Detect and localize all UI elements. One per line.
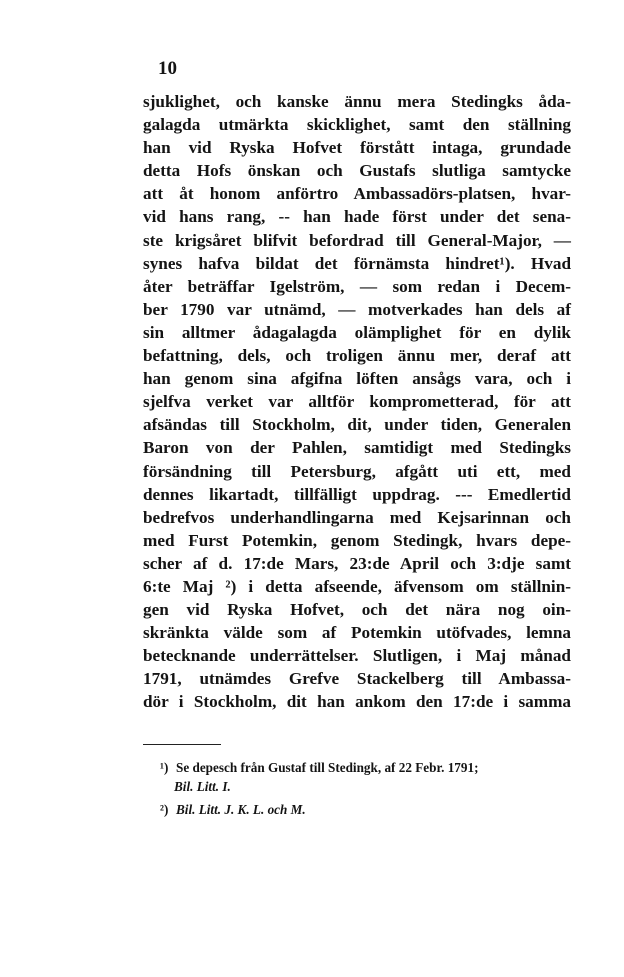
text-line: scher af d. 17:de Mars, 23:de April och 3:dje samt (143, 553, 571, 573)
text-line: åter beträffar Igelström, — som redan i Decem- (143, 276, 571, 296)
footnote-1-continuation: Bil. Litt. I. (174, 779, 231, 794)
text-line: skränkta välde som af Potemkin utöfvades, lemna (143, 623, 571, 643)
text-line: detta Hofs önskan och Gustafs slutliga samtycke (143, 161, 571, 181)
text-line: han vid Ryska Hofvet förstått intaga, grundade (143, 138, 571, 158)
text-line: sin alltmer ådagalagda olämplighet för en dylik (143, 322, 571, 342)
text-line: befattning, dels, och troligen ännu mer, deraf att (143, 346, 571, 366)
text-line: vid hans rang, -- han hade först under det sena- (143, 207, 571, 227)
footnote-marker: ¹) (160, 760, 169, 775)
text-line: sjelfva verket var alltför komprometterad, för att (143, 392, 571, 412)
text-line: gen vid Ryska Hofvet, och det nära nog oin- (143, 600, 571, 620)
footnote-marker: ²) (160, 802, 169, 817)
text-line: med Furst Potemkin, genom Stedingk, hvars depe- (143, 530, 571, 550)
text-line: 1791, utnämdes Grefve Stackelberg till Ambassa- (143, 669, 571, 689)
footnotes (160, 758, 570, 819)
footnote-divider (143, 744, 221, 745)
text-line: 6:te Maj ²) i detta afseende, äfvensom om ställnin- (143, 576, 571, 596)
text-line: synes hafva bildat det förnämsta hindret¹). Hvad (143, 253, 571, 273)
footnote-text: Se depesch från Gustaf till Stedingk, af 22 Febr. 1791; (176, 760, 479, 775)
body-text (143, 90, 571, 714)
text-line: dennes likartadt, tillfälligt uppdrag. --- Emedlertid (143, 484, 571, 504)
page-number: 10 (158, 58, 177, 79)
footnote-2 (160, 800, 570, 819)
footnote-1 (160, 758, 570, 777)
text-line: att åt honom anförtro Ambassadörs-platsen, hvar- (143, 184, 571, 204)
text-line: dör i Stockholm, dit han ankom den 17:de i samma (143, 692, 571, 712)
text-line: ber 1790 var utnämd, — motverkades han dels af (143, 299, 571, 319)
text-line: betecknande underrättelser. Slutligen, i Maj månad (143, 646, 571, 666)
text-line: försändning till Petersburg, afgått uti ett, med (143, 461, 571, 481)
text-line: bedrefvos underhandlingarna med Kejsarinnan och (143, 507, 571, 527)
text-line: ste krigsåret blifvit befordrad till General-Major, — (143, 230, 571, 250)
text-line: han genom sina afgifna löften ansågs vara, och i (143, 369, 571, 389)
text-line: Baron von der Pahlen, samtidigt med Stedingks (143, 438, 571, 458)
footnote-text: Bil. Litt. J. K. L. och M. (176, 802, 306, 817)
text-line: afsändas till Stockholm, dit, under tiden, Generalen (143, 415, 571, 435)
text-line: sjuklighet, och kanske ännu mera Stedingks åda- (143, 92, 571, 111)
text-line: galagda utmärkta skicklighet, samt den ställning (143, 115, 571, 135)
